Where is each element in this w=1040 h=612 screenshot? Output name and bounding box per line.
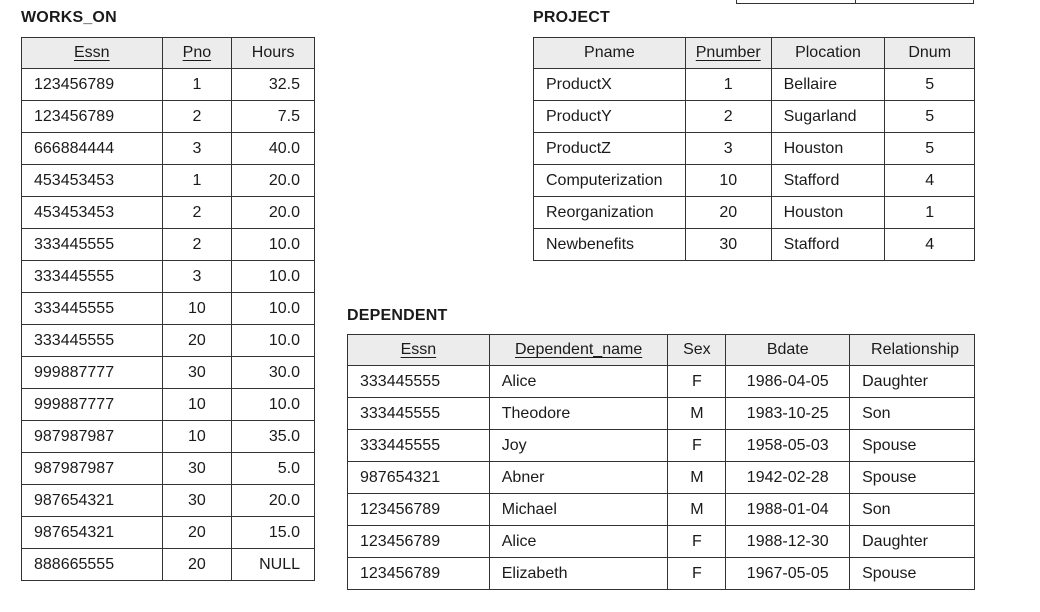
table-cell: 5 [885,69,975,101]
table-cell: 5.0 [232,453,315,485]
works-on-table [21,37,315,581]
table-cell: 1942-02-28 [726,462,850,494]
table-cell: 20.0 [232,485,315,517]
table-cell: Alice [489,366,668,398]
table-cell: NULL [232,549,315,581]
table-row [348,398,975,430]
table-row [22,453,315,485]
table-row [22,229,315,261]
table-cell: 1 [162,165,232,197]
table-cell: 5 [885,101,975,133]
table-cell: Elizabeth [489,558,668,590]
table-cell: 666884444 [22,133,163,165]
header-plocation: Plocation [771,38,885,69]
table-cell: 333445555 [22,261,163,293]
table-cell: 2 [162,197,232,229]
table-cell: Sugarland [771,101,885,133]
table-cell: 32.5 [232,69,315,101]
table-cell: F [668,558,726,590]
table-cell: Reorganization [534,197,686,229]
table-cell: 888665555 [22,549,163,581]
project-title: PROJECT [533,9,610,26]
table-cell: 333445555 [348,366,490,398]
table-cell: 3 [685,133,771,165]
table-cell: 123456789 [348,494,490,526]
header-pno: Pno [162,38,232,69]
table-cell: ProductY [534,101,686,133]
table-cell: 987654321 [348,462,490,494]
dependent-table [347,334,975,590]
table-cell: 1988-01-04 [726,494,850,526]
table-cell: 2 [685,101,771,133]
table-cell: 1986-04-05 [726,366,850,398]
table-cell: Abner [489,462,668,494]
table-row [348,526,975,558]
table-cell: 20 [162,325,232,357]
table-cell: 10.0 [232,229,315,261]
header-dependent-name: Dependent_name [489,335,668,366]
header-bdate: Bdate [726,335,850,366]
table-cell: 10.0 [232,389,315,421]
table-cell: F [668,526,726,558]
table-cell: M [668,398,726,430]
table-row [22,69,315,101]
table-cell: Houston [771,197,885,229]
table-row [22,133,315,165]
table-cell: 123456789 [348,526,490,558]
table-row [22,485,315,517]
table-cell: 987987987 [22,421,163,453]
table-cell: 10 [162,389,232,421]
table-cell: 1983-10-25 [726,398,850,430]
table-cell: Computerization [534,165,686,197]
table-cell: Daughter [850,366,975,398]
table-cell: Joy [489,430,668,462]
table-row [534,229,975,261]
table-cell: 40.0 [232,133,315,165]
header-sex: Sex [668,335,726,366]
table-cell: 20 [685,197,771,229]
dependent-title: DEPENDENT [347,307,448,324]
table-cell: ProductX [534,69,686,101]
table-cell: 999887777 [22,357,163,389]
table-row [348,494,975,526]
table-cell: 30 [162,485,232,517]
header-essn: Essn [22,38,163,69]
table-cell: Stafford [771,229,885,261]
header-pnumber: Pnumber [685,38,771,69]
table-row [22,421,315,453]
table-cell: 333445555 [22,325,163,357]
table-cell: 30 [162,357,232,389]
table-row [22,549,315,581]
table-cell: 30 [685,229,771,261]
table-row [534,165,975,197]
table-cell: Michael [489,494,668,526]
table-row [22,325,315,357]
table-row [22,389,315,421]
table-cell: 1988-12-30 [726,526,850,558]
table-cell: 1958-05-03 [726,430,850,462]
table-cell: 453453453 [22,165,163,197]
table-cell: 4 [885,229,975,261]
table-cell: 123456789 [22,101,163,133]
table-cell: 2 [162,229,232,261]
table-cell: 987654321 [22,517,163,549]
works-on-title: WORKS_ON [21,9,117,26]
table-row [348,366,975,398]
table-row [22,197,315,229]
table-cell: 10 [162,293,232,325]
table-cell: 1 [885,197,975,229]
table-cell: 123456789 [348,558,490,590]
table-cell: Bellaire [771,69,885,101]
table-row [348,558,975,590]
header-relationship: Relationship [850,335,975,366]
table-cell: Son [850,398,975,430]
table-cell: 5 [885,133,975,165]
table-cell: 10.0 [232,325,315,357]
table-cell: 333445555 [22,229,163,261]
table-row [534,133,975,165]
table-cell: 10.0 [232,293,315,325]
table-cell: 3 [162,261,232,293]
table-row [22,165,315,197]
header-pname: Pname [534,38,686,69]
table-cell: 35.0 [232,421,315,453]
table-cell: 987654321 [22,485,163,517]
header-dnum: Dnum [885,38,975,69]
table-cell: 10 [685,165,771,197]
header-essn: Essn [348,335,490,366]
table-cell: 20.0 [232,165,315,197]
table-cell: Theodore [489,398,668,430]
table-cell: 10.0 [232,261,315,293]
table-cell: 3 [162,133,232,165]
table-cell: Stafford [771,165,885,197]
table-cell: 987987987 [22,453,163,485]
table-cell: 20 [162,517,232,549]
table-cell: Spouse [850,462,975,494]
table-cell: M [668,462,726,494]
table-cell: 999887777 [22,389,163,421]
table-cell: 123456789 [22,69,163,101]
table-row [534,197,975,229]
table-cell: 10 [162,421,232,453]
table-cell: 1 [685,69,771,101]
table-cell: F [668,366,726,398]
project-table [533,37,975,261]
table-cell: 7.5 [232,101,315,133]
table-cell: M [668,494,726,526]
table-cell: 333445555 [348,398,490,430]
table-cell: 4 [885,165,975,197]
table-row [348,462,975,494]
table-cell: 15.0 [232,517,315,549]
table-cell: 333445555 [22,293,163,325]
table-row [22,261,315,293]
table-cell: 333445555 [348,430,490,462]
table-cell: 20 [162,549,232,581]
table-cell: Daughter [850,526,975,558]
table-cell: Houston [771,133,885,165]
table-row [348,430,975,462]
table-cell: Alice [489,526,668,558]
header-hours: Hours [232,38,315,69]
table-cell: 1967-05-05 [726,558,850,590]
table-cell: 30 [162,453,232,485]
table-cell: Spouse [850,558,975,590]
table-cell: ProductZ [534,133,686,165]
table-row [22,517,315,549]
table-cell: 20.0 [232,197,315,229]
table-cell: Son [850,494,975,526]
table-cell: Newbenefits [534,229,686,261]
table-cell: 1 [162,69,232,101]
table-row [534,69,975,101]
table-cell: 30.0 [232,357,315,389]
table-cell: F [668,430,726,462]
table-row [534,101,975,133]
table-cell: Spouse [850,430,975,462]
table-row [22,357,315,389]
table-cell: 2 [162,101,232,133]
table-row [22,101,315,133]
table-row [22,293,315,325]
partial-table-fragment [736,0,974,4]
table-cell: 453453453 [22,197,163,229]
